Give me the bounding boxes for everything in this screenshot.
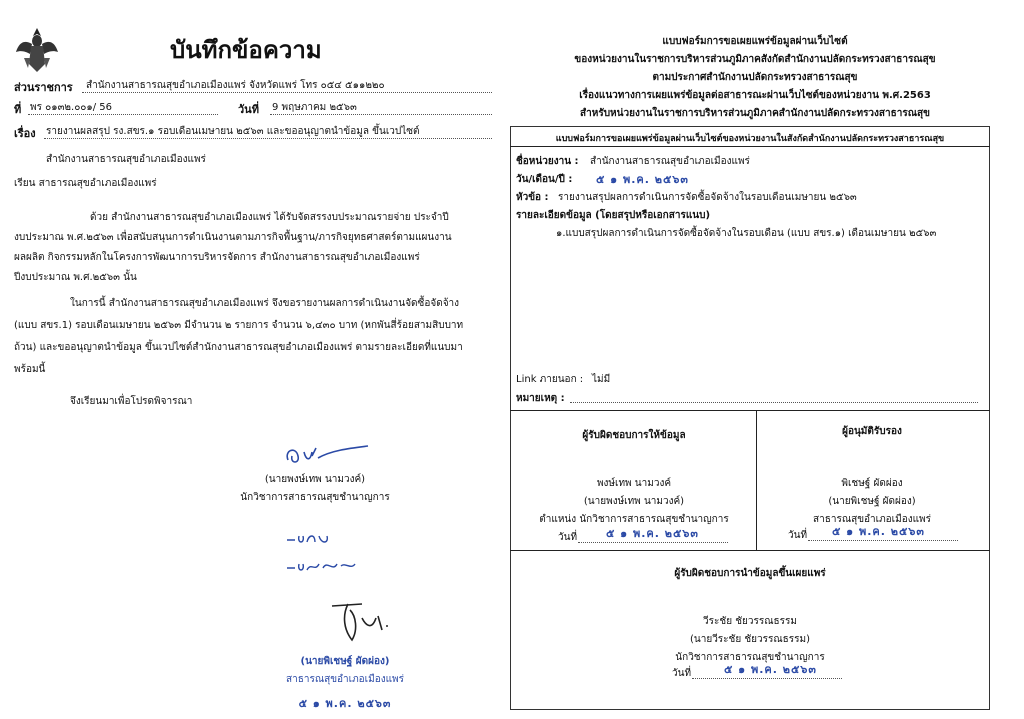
provider-date-label: วันที่ (558, 532, 578, 543)
approver-form-name: พิเชษฐ์ ผัดผ่อง (841, 478, 903, 489)
detail-label: รายละเอียดข้อมูล (โดยสรุปหรือเอกสารแนบ) (516, 210, 711, 221)
provider-heading: ผู้รับผิดชอบการให้ข้อมูล (582, 430, 686, 441)
link-label: Link ภายนอก : (516, 374, 584, 385)
garuda-emblem-icon (14, 24, 60, 74)
approver-heading: ผู้อนุมัติรับรอง (842, 426, 902, 437)
approver-date-value: ๕ ๑ พ.ค. ๒๕๖๓ (832, 525, 925, 538)
to-line: สำนักงานสาธารณสุขอำเภอเมืองแพร่ (46, 154, 206, 165)
para1-line3: ผลผลิต กิจกรรมหลักในโครงการพัฒนาการบริหารจัดการ สำนักงานสาธารณสุขอำเภอเมืองแพร่ (14, 252, 420, 263)
para2-line3: ถ้วน) และขออนุญาตนำข้อมูล ขึ้นเวปไซต์สำนักงานสาธารณสุขอำเภอเมืองแพร่ ตามรายละเอียดที่แนบมา (14, 342, 463, 353)
form-date-label: วัน/เดือน/ปี : (516, 174, 573, 185)
unit-value: สำนักงานสาธารณสุขอำเภอเมืองแพร่ (590, 156, 750, 167)
para1-line1: ด้วย สำนักงานสาธารณสุขอำเภอเมืองแพร่ ได้รับจัดสรรงบประมาณรายจ่าย ประจำปี (90, 212, 449, 223)
form-header-line2: ของหน่วยงานในราชการบริหารส่วนภูมิภาคสังกัดสำนักงานปลัดกระทรวงสาธารณสุข (574, 54, 936, 65)
memo-title: บันทึกข้อความ (170, 36, 322, 64)
note-label: หมายเหตุ : (516, 393, 565, 404)
ref-label: ที่ (14, 103, 22, 116)
approver-form-position: สาธารณสุขอำเภอเมืองแพร่ (813, 514, 931, 525)
handwritten-note-icon (285, 528, 365, 583)
provider-name: พงษ์เทพ นามวงค์ (596, 478, 672, 489)
para1-line4: ปีงบประมาณ พ.ศ.๒๕๖๓ นั้น (14, 272, 137, 283)
date-label: วันที่ (238, 103, 259, 116)
subject-label: เรื่อง (14, 127, 36, 140)
agency-label: ส่วนราชการ (14, 81, 73, 94)
para2-line4: พร้อมนี้ (14, 364, 46, 375)
approver-date-label: วันที่ (788, 530, 808, 541)
form-header-line1: แบบฟอร์มการขอเผยแพร่ข้อมูลผ่านเว็บไซต์ (662, 36, 848, 47)
para2-line2: (แบบ สขร.1) รอบเดือนเมษายน ๒๕๖๓ มีจำนวน ๒ รายการ จำนวน ๖,๔๓๐ บาท (หกพันสี่ร้อยสามสิบบาท (14, 320, 464, 331)
form-header-line3: ตามประกาศสำนักงานปลัดกระทรวงสาธารณสุข (652, 72, 858, 83)
signer-name: (นายพงษ์เทพ นามวงค์) (264, 474, 366, 485)
publisher-name: วีระชัย ชัยวรรณธรรม (703, 616, 797, 627)
publisher-heading: ผู้รับผิดชอบการนำข้อมูลขึ้นเผยแพร่ (674, 568, 826, 579)
ref-value: พร ๐๑๓๒.๐๐๑/ 56 (30, 102, 113, 113)
attn-line: เรียน สาธารณสุขอำเภอเมืองแพร่ (14, 178, 157, 189)
approver-name: (นายพิเชษฐ์ ผัดผ่อง) (300, 656, 390, 667)
para1-line2: งบประมาณ พ.ศ.๒๕๖๓ เพื่อสนับสนุนการดำเนินงานตามภารกิจพื้นฐาน/ภารกิจยุทธศาสตร์ตามแผนงาน (14, 232, 452, 243)
signature-1-icon (282, 440, 372, 470)
memo-date-stamp: ๕ ๑ พ.ค. ๒๕๖๓ (298, 697, 392, 710)
date-value: 9 พฤษภาคม ๒๕๖๓ (272, 102, 357, 113)
link-value: ไม่มี (592, 374, 611, 385)
form-box-title: แบบฟอร์มการขอเผยแพร่ข้อมูลผ่านเว็บไซต์ของหน่วยงานในสังกัดสำนักงานปลัดกระทรวงสาธารณสุข (555, 134, 945, 144)
form-header-line5: สำหรับหน่วยงานในราชการบริหารส่วนภูมิภาคสำนักงานปลัดกระทรวงสาธารณสุข (580, 108, 930, 119)
detail-value: ๑.แบบสรุปผลการดำเนินการจัดซื้อจัดจ้างในรอบเดือน (แบบ สขร.๑) เดือนเมษายน ๒๕๖๓ (556, 228, 937, 239)
publisher-position: นักวิชาการสาธารณสุขชำนาญการ (675, 652, 825, 663)
form-header-line4: เรื่องแนวทางการเผยแพร่ข้อมูลต่อสาธารณะผ่านเว็บไซต์ของหน่วยงาน พ.ศ.2563 (579, 90, 931, 101)
publisher-name-paren: (นายวีระชัย ชัยวรรณธรรม) (689, 634, 810, 645)
signature-2-icon (322, 596, 402, 648)
para2-line1: ในการนี้ สำนักงานสาธารณสุขอำเภอเมืองแพร่ จึงขอรายงานผลการดำเนินงานจัดซื้อจัดจ้าง (70, 298, 460, 309)
provider-date-value: ๕ ๑ พ.ค. ๒๕๖๓ (606, 527, 699, 540)
publisher-date-label: วันที่ (672, 668, 692, 679)
approver-title: สาธารณสุขอำเภอเมืองแพร่ (286, 674, 404, 685)
subject-value: รายงานผลสรุป รง.สขร.๑ รอบเดือนเมษายน ๒๕๖๓ และขออนุญาตนำข้อมูล ขึ้นเวปไซต์ (46, 126, 420, 137)
form-date-value: ๕ ๑ พ.ค. ๒๕๖๓ (596, 173, 689, 186)
signer-title: นักวิชาการสาธารณสุขชำนาญการ (240, 492, 390, 503)
agency-value: สำนักงานสาธารณสุขอำเภอเมืองแพร่ จังหวัดแพร่ โทร ๐๕๔ ๕๑๑๒๒๐ (86, 80, 385, 91)
provider-position: ตำแหน่ง นักวิชาการสาธารณสุขชำนาญการ (539, 514, 729, 525)
closing-line: จึงเรียนมาเพื่อโปรดพิจารณา (70, 396, 193, 407)
topic-value: รายงานสรุปผลการดำเนินการจัดซื้อจัดจ้างในรอบเดือนเมษายน ๒๕๖๓ (558, 192, 857, 203)
approver-form-name-paren: (นายพิเชษฐ์ ผัดผ่อง) (828, 496, 916, 507)
unit-label: ชื่อหน่วยงาน : (516, 156, 579, 167)
topic-label: หัวข้อ : (516, 192, 549, 203)
publisher-date-value: ๕ ๑ พ.ค. ๒๕๖๓ (724, 663, 817, 676)
provider-name-paren: (นายพงษ์เทพ นามวงค์) (583, 496, 685, 507)
